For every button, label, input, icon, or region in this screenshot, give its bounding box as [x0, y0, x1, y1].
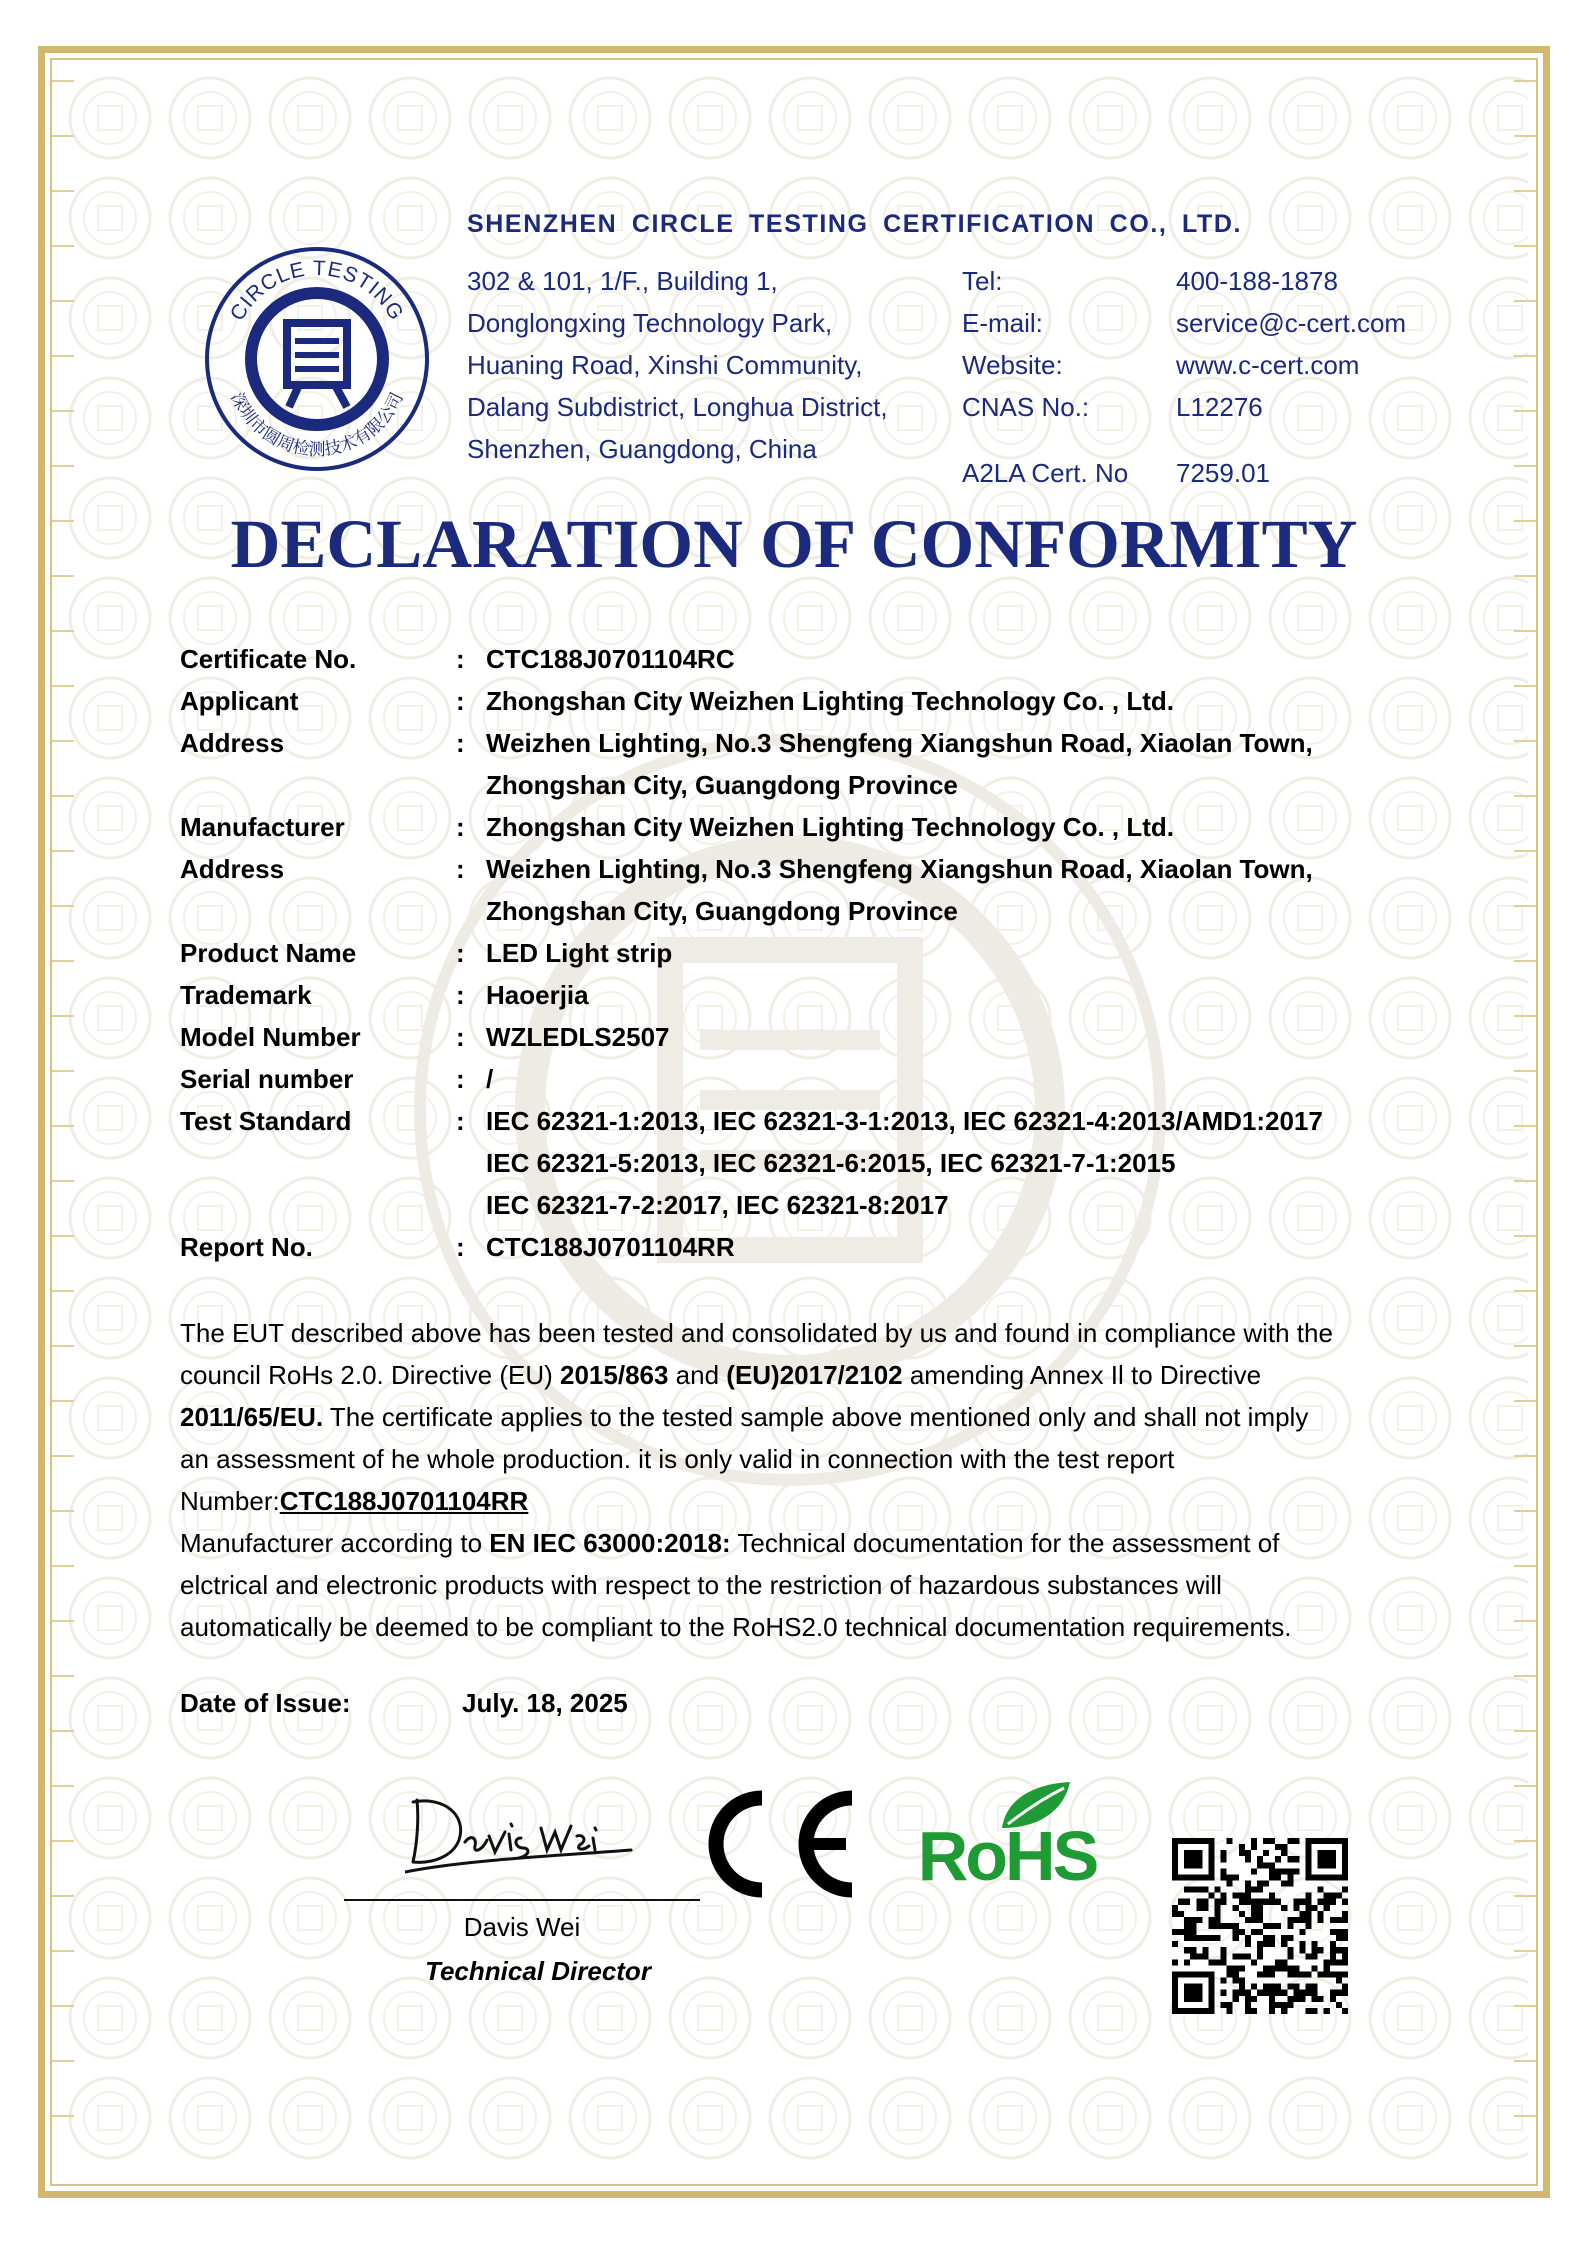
report-number-link: CTC188J0701104RR [279, 1486, 529, 1516]
field-report-no [180, 1226, 1420, 1268]
field-manufacturer [180, 806, 1420, 848]
field-value: Weizhen Lighting, No.3 Shengfeng Xiangshun Road, Xiaolan Town, [486, 728, 1313, 758]
contact-label: Tel: [962, 266, 1003, 296]
field-label: Product Name [180, 938, 357, 968]
field-serial-number [180, 1058, 1420, 1100]
issue-date: July. 18, 2025 [462, 1688, 628, 1718]
field-colon: : [456, 980, 465, 1010]
contact-value: 400-188-1878 [1176, 266, 1338, 296]
field-model-number [180, 1016, 1420, 1058]
statement-line: 2011/65/EU. The certificate applies to the tested sample above mentioned only and shall not imply [180, 1402, 1309, 1432]
signature-line [344, 1899, 700, 1901]
field-colon: : [456, 644, 465, 674]
rohs-text: RoHS [917, 1817, 1097, 1895]
issue-label: Date of Issue: [180, 1688, 351, 1718]
field-value: Zhongshan City, Guangdong Province [486, 896, 958, 926]
field-colon: : [456, 686, 465, 716]
field-label: Certificate No. [180, 644, 357, 674]
field-colon: : [456, 938, 465, 968]
company-seal-logo [203, 245, 431, 473]
contact-value: L12276 [1176, 392, 1263, 422]
qr-code[interactable] [1172, 1838, 1348, 2014]
compliance-statement [180, 1312, 1440, 1648]
address-line: Huaning Road, Xinshi Community, [467, 350, 863, 380]
contact-label: E-mail: [962, 308, 1043, 338]
field-applicant [180, 680, 1420, 722]
field-value: CTC188J0701104RR [486, 1232, 735, 1262]
field-test-standard [180, 1100, 1420, 1226]
field-certificate-no [180, 638, 1420, 680]
statement-line: Manufacturer according to EN IEC 63000:2018: Technical documentation for the assessment of [180, 1528, 1280, 1558]
statement-line: council RoHs 2.0. Directive (EU) 2015/863 and (EU)2017/2102 amending Annex Il to Directive [180, 1360, 1262, 1390]
field-value: LED Light strip [486, 938, 673, 968]
contact-label: Website: [962, 350, 1063, 380]
field-label: Manufacturer [180, 812, 345, 842]
field-colon: : [456, 1106, 465, 1136]
field-value: IEC 62321-5:2013, IEC 62321-6:2015, IEC 62321-7-1:2015 [486, 1148, 1176, 1178]
field-value: IEC 62321-7-2:2017, IEC 62321-8:2017 [486, 1190, 949, 1220]
company-address [467, 260, 888, 470]
left-border-ticks [52, 60, 74, 2184]
field-value: Zhongshan City Weizhen Lighting Technology Co. , Ltd. [486, 812, 1174, 842]
statement-line: automatically be deemed to be compliant to the RoHS2.0 technical documentation requirements. [180, 1612, 1292, 1642]
field-colon: : [456, 854, 465, 884]
company-name: SHENZHEN CIRCLE TESTING CERTIFICATION CO., LTD. [467, 210, 1243, 238]
field-value: IEC 62321-1:2013, IEC 62321-3-1:2013, IEC 62321-4:2013/AMD1:2017 [486, 1106, 1323, 1136]
field-colon: : [456, 1232, 465, 1262]
address-line: Donglongxing Technology Park, [467, 308, 833, 338]
signatory-title: Technical Director [425, 1956, 651, 1986]
right-border-ticks [1514, 60, 1536, 2184]
address-line: 302 & 101, 1/F., Building 1, [467, 266, 778, 296]
field-value: WZLEDLS2507 [486, 1022, 670, 1052]
contact-value: service@c-cert.com [1176, 308, 1407, 338]
contact-value: www.c-cert.com [1176, 350, 1360, 380]
rohs-mark [912, 1780, 1102, 1900]
field-value: CTC188J0701104RC [486, 644, 735, 674]
field-applicant-address [180, 722, 1420, 806]
field-product-name [180, 932, 1420, 974]
field-manufacturer-address [180, 848, 1420, 932]
field-label: Address [180, 728, 285, 758]
ce-mark [700, 1788, 858, 1900]
address-line: Dalang Subdistrict, Longhua District, [467, 392, 888, 422]
field-label: Report No. [180, 1232, 313, 1262]
field-colon: : [456, 1022, 465, 1052]
statement-line: Number:CTC188J0701104RR [180, 1486, 529, 1516]
field-colon: : [456, 728, 465, 758]
field-colon: : [456, 1064, 465, 1094]
field-value: Zhongshan City, Guangdong Province [486, 770, 958, 800]
field-label: Model Number [180, 1022, 361, 1052]
field-label: Address [180, 854, 285, 884]
field-trademark [180, 974, 1420, 1016]
field-value: / [486, 1064, 494, 1094]
statement-line: an assessment of he whole production. it is only valid in connection with the test report [180, 1444, 1175, 1474]
field-value: Haoerjia [486, 980, 589, 1010]
field-colon: : [456, 812, 465, 842]
field-label: Trademark [180, 980, 312, 1010]
contact-label: CNAS No.: [962, 392, 1090, 422]
statement-line: The EUT described above has been tested and consolidated by us and found in compliance with the [180, 1318, 1333, 1348]
field-label: Applicant [180, 686, 299, 716]
certificate-fields [180, 638, 1420, 1268]
handwritten-signature [405, 1780, 645, 1890]
document-title: DECLARATION OF CONFORMITY [230, 506, 1358, 582]
svg-text:深圳市圆周检测技术有限公司: 深圳市圆周检测技术有限公司 [226, 389, 408, 460]
field-label: Test Standard [180, 1106, 352, 1136]
field-value: Zhongshan City Weizhen Lighting Technology Co. , Ltd. [486, 686, 1174, 716]
contact-label: A2LA Cert. No [962, 458, 1129, 488]
field-label: Serial number [180, 1064, 354, 1094]
contact-value: 7259.01 [1176, 458, 1270, 488]
signatory-name: Davis Wei [463, 1912, 581, 1942]
field-value: Weizhen Lighting, No.3 Shengfeng Xiangshun Road, Xiaolan Town, [486, 854, 1313, 884]
svg-text:CIRCLE TESTING: CIRCLE TESTING [225, 256, 409, 325]
statement-line: elctrical and electronic products with respect to the restriction of hazardous substances will [180, 1570, 1222, 1600]
address-line: Shenzhen, Guangdong, China [467, 434, 817, 464]
date-of-issue [180, 1688, 628, 1719]
